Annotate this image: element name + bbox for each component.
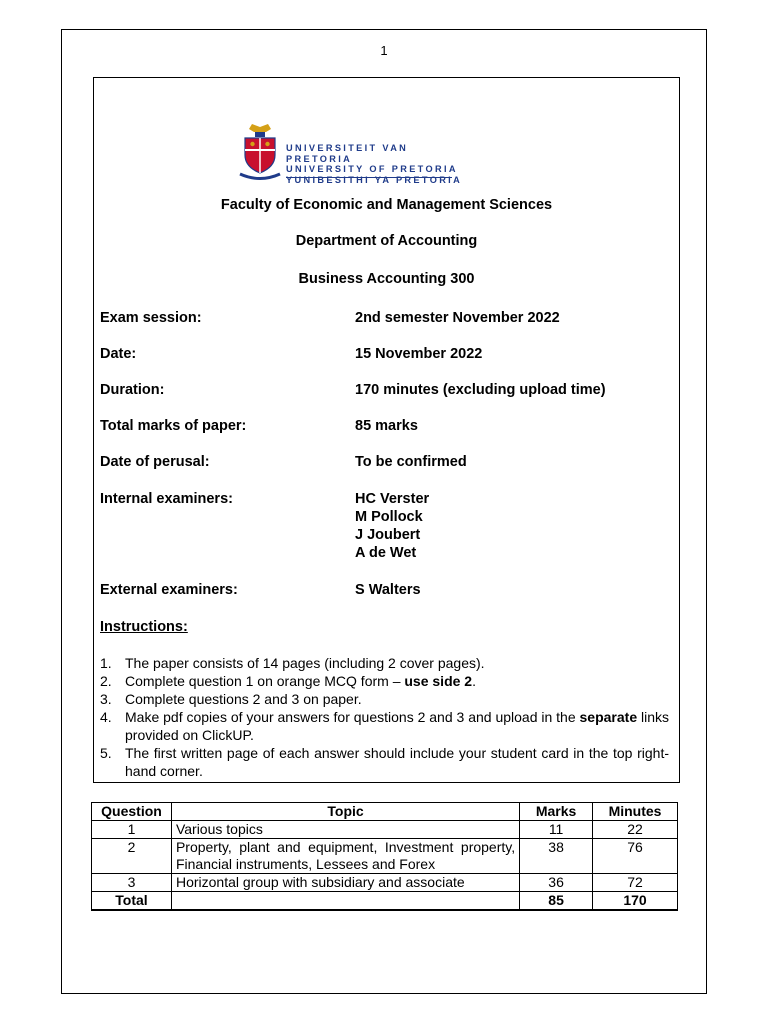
cell-topic: Property, plant and equipment, Investment property, Financial instruments, Lessees and Forex (171, 839, 519, 874)
page-number: 1 (380, 43, 388, 58)
instructions-heading: Instructions: (100, 619, 188, 635)
logo-line-english: UNIVERSITY OF PRETORIA (286, 164, 458, 174)
date-value: 15 November 2022 (355, 346, 483, 362)
total-marks-value: 85 marks (355, 418, 418, 434)
table-row (92, 874, 678, 892)
instruction-text: The first written page of each answer should include your student card in the top right-hand corner. (125, 745, 669, 779)
cell-topic: Various topics (171, 821, 519, 839)
internal-examiner: J Joubert (355, 527, 421, 543)
header-topic: Topic (171, 803, 519, 821)
instruction-number: 3. (100, 691, 112, 707)
module-title: Business Accounting 300 (298, 271, 475, 287)
question-summary-table (91, 802, 678, 911)
total-topic (171, 892, 519, 911)
instruction-text (125, 708, 669, 744)
logo-underline (286, 177, 452, 178)
instruction-text-part: Complete question 1 on orange MCQ form – (125, 673, 405, 689)
internal-examiners-label: Internal examiners: (100, 491, 233, 507)
instruction-number: 1. (100, 655, 112, 671)
cell-question: 1 (92, 821, 172, 839)
table-row (92, 839, 678, 874)
table-total-row (92, 892, 678, 911)
external-examiners-label: External examiners: (100, 582, 238, 598)
instruction-text-part: . (472, 673, 476, 689)
date-label: Date: (100, 346, 137, 362)
internal-examiner: HC Verster (355, 491, 430, 507)
instruction-text-part: links provided on ClickUP. (125, 709, 670, 743)
cell-marks: 36 (520, 874, 593, 892)
cell-question: 3 (92, 874, 172, 892)
instruction-number: 4. (100, 709, 112, 725)
duration-label: Duration: (100, 382, 165, 398)
instruction-item (100, 744, 669, 780)
instruction-item (100, 654, 669, 672)
cell-minutes: 76 (593, 839, 678, 874)
instruction-emphasis: separate (579, 709, 638, 725)
instruction-emphasis: use side 2 (404, 673, 473, 689)
faculty-title: Faculty of Economic and Management Sciences (220, 197, 553, 213)
cell-question: 2 (92, 839, 172, 874)
table-row (92, 821, 678, 839)
department-title: Department of Accounting (295, 233, 478, 249)
exam-session-label: Exam session: (100, 310, 202, 326)
internal-examiner: M Pollock (355, 509, 423, 525)
logo-line-sepedi: YUNIBESITHI YA PRETORIA (286, 174, 463, 185)
instruction-text: The paper consists of 14 pages (including 2 cover pages). (125, 655, 485, 671)
perusal-value: To be confirmed (355, 454, 467, 470)
total-minutes: 170 (593, 892, 678, 911)
duration-value: 170 minutes (excluding upload time) (355, 382, 606, 398)
logo-line-afrikaans: UNIVERSITEIT VAN PRETORIA (286, 143, 409, 164)
instruction-item (100, 708, 669, 744)
table-header-row (92, 803, 678, 821)
coat-of-arms-icon (236, 123, 284, 183)
university-logo (236, 123, 466, 183)
external-examiners-value: S Walters (355, 582, 421, 598)
exam-session-value: 2nd semester November 2022 (355, 310, 560, 326)
instruction-text-part: Make pdf copies of your answers for questions 2 and 3 and upload in the (125, 709, 580, 725)
internal-examiner: A de Wet (355, 545, 417, 561)
header-marks: Marks (520, 803, 593, 821)
instruction-text (125, 672, 669, 690)
header-question: Question (92, 803, 172, 821)
cell-topic: Horizontal group with subsidiary and associate (171, 874, 519, 892)
cell-marks: 38 (520, 839, 593, 874)
total-label: Total (92, 892, 172, 911)
instructions-list (100, 654, 669, 780)
total-marks-label: Total marks of paper: (100, 418, 247, 434)
cell-marks: 11 (520, 821, 593, 839)
perusal-label: Date of perusal: (100, 454, 210, 470)
internal-examiners-list (355, 490, 429, 562)
instruction-number: 2. (100, 673, 112, 689)
instruction-text: Complete questions 2 and 3 on paper. (125, 691, 362, 707)
header-minutes: Minutes (593, 803, 678, 821)
total-marks: 85 (520, 892, 593, 911)
instruction-item (100, 690, 669, 708)
instruction-number: 5. (100, 745, 112, 761)
instruction-item (100, 672, 669, 690)
cell-minutes: 72 (593, 874, 678, 892)
cell-minutes: 22 (593, 821, 678, 839)
